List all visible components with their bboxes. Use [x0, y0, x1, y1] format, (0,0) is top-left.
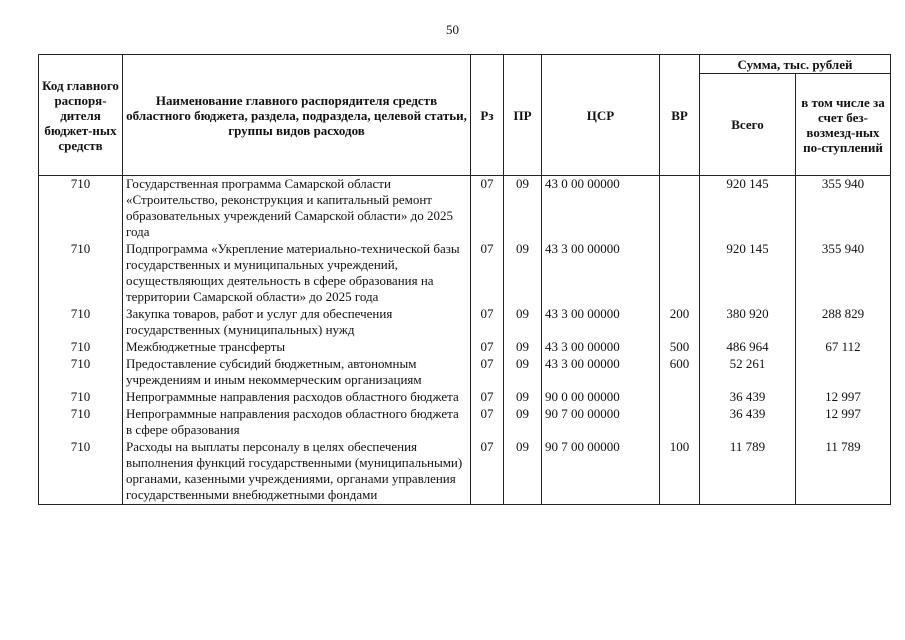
cell-code: 710 — [39, 339, 123, 356]
cell-pr: 09 — [504, 306, 542, 339]
cell-free: 12 997 — [796, 389, 891, 406]
cell-free: 355 940 — [796, 241, 891, 306]
cell-rz: 07 — [471, 339, 504, 356]
cell-free: 12 997 — [796, 406, 891, 439]
cell-csr: 43 3 00 00000 — [542, 356, 660, 389]
cell-pr: 09 — [504, 356, 542, 389]
cell-vr — [660, 389, 700, 406]
cell-total: 920 145 — [700, 241, 796, 306]
cell-csr: 90 7 00 00000 — [542, 406, 660, 439]
cell-pr: 09 — [504, 406, 542, 439]
table-body — [39, 176, 891, 505]
cell-code: 710 — [39, 406, 123, 439]
cell-pr: 09 — [504, 241, 542, 306]
cell-code: 710 — [39, 389, 123, 406]
table-row — [39, 389, 891, 406]
table-row — [39, 306, 891, 339]
cell-free: 11 789 — [796, 439, 891, 505]
header-vr: ВР — [660, 55, 700, 176]
cell-name: Расходы на выплаты персоналу в целях обеспечения выполнения функций государственными (муниципальными) органами, казенными учреждениями, органами управления государственными внебюджетными фондами — [123, 439, 471, 505]
table-row — [39, 241, 891, 306]
cell-csr: 43 0 00 00000 — [542, 176, 660, 242]
header-row-1 — [39, 55, 891, 74]
cell-rz: 07 — [471, 176, 504, 242]
cell-free: 67 112 — [796, 339, 891, 356]
header-pr: ПР — [504, 55, 542, 176]
cell-rz: 07 — [471, 356, 504, 389]
cell-total: 36 439 — [700, 389, 796, 406]
table-row — [39, 406, 891, 439]
cell-rz: 07 — [471, 241, 504, 306]
cell-name: Непрограммные направления расходов областного бюджета — [123, 389, 471, 406]
cell-vr — [660, 406, 700, 439]
cell-csr: 90 0 00 00000 — [542, 389, 660, 406]
cell-rz: 07 — [471, 389, 504, 406]
cell-rz: 07 — [471, 306, 504, 339]
cell-vr — [660, 176, 700, 242]
cell-total: 11 789 — [700, 439, 796, 505]
page-number: 50 — [446, 22, 459, 37]
header-free: в том числе за счет без-возмезд-ных по-ступлений — [796, 74, 891, 176]
cell-rz: 07 — [471, 439, 504, 505]
cell-pr: 09 — [504, 389, 542, 406]
cell-name: Предоставление субсидий бюджетным, автономным учреждениям и иным некоммерческим организациям — [123, 356, 471, 389]
cell-total: 920 145 — [700, 176, 796, 242]
header-rz: Рз — [471, 55, 504, 176]
cell-csr: 43 3 00 00000 — [542, 306, 660, 339]
cell-csr: 43 3 00 00000 — [542, 241, 660, 306]
cell-csr: 90 7 00 00000 — [542, 439, 660, 505]
table-row — [39, 339, 891, 356]
cell-total: 52 261 — [700, 356, 796, 389]
cell-name: Подпрограмма «Укрепление материально-технической базы государственных и муниципальных учреждений, осуществляющих деятельность в сфере образования на территории Самарской области» до 2025 года — [123, 241, 471, 306]
cell-pr: 09 — [504, 176, 542, 242]
table-row — [39, 439, 891, 505]
cell-free — [796, 356, 891, 389]
table-row — [39, 176, 891, 242]
cell-vr — [660, 241, 700, 306]
cell-rz: 07 — [471, 406, 504, 439]
cell-free: 288 829 — [796, 306, 891, 339]
cell-free: 355 940 — [796, 176, 891, 242]
cell-code: 710 — [39, 306, 123, 339]
header-csr: ЦСР — [542, 55, 660, 176]
cell-total: 486 964 — [700, 339, 796, 356]
cell-pr: 09 — [504, 339, 542, 356]
cell-vr: 100 — [660, 439, 700, 505]
cell-vr: 500 — [660, 339, 700, 356]
header-code: Код главного распоря-дителя бюджет-ных средств — [39, 55, 123, 176]
cell-code: 710 — [39, 176, 123, 242]
cell-total: 380 920 — [700, 306, 796, 339]
table-row — [39, 356, 891, 389]
cell-name: Межбюджетные трансферты — [123, 339, 471, 356]
cell-vr: 600 — [660, 356, 700, 389]
header-total: Всего — [700, 74, 796, 176]
header-name: Наименование главного распорядителя средств областного бюджета, раздела, подраздела, целевой статьи, группы видов расходов — [123, 55, 471, 176]
cell-total: 36 439 — [700, 406, 796, 439]
cell-vr: 200 — [660, 306, 700, 339]
cell-pr: 09 — [504, 439, 542, 505]
cell-code: 710 — [39, 439, 123, 505]
cell-name: Государственная программа Самарской области «Строительство, реконструкция и капитальный ремонт образовательных учреждений Самарской области» до 2025 года — [123, 176, 471, 242]
cell-code: 710 — [39, 356, 123, 389]
cell-name: Непрограммные направления расходов областного бюджета в сфере образования — [123, 406, 471, 439]
cell-name: Закупка товаров, работ и услуг для обеспечения государственных (муниципальных) нужд — [123, 306, 471, 339]
budget-table — [38, 54, 891, 505]
cell-csr: 43 3 00 00000 — [542, 339, 660, 356]
header-sum: Сумма, тыс. рублей — [700, 55, 891, 74]
cell-code: 710 — [39, 241, 123, 306]
